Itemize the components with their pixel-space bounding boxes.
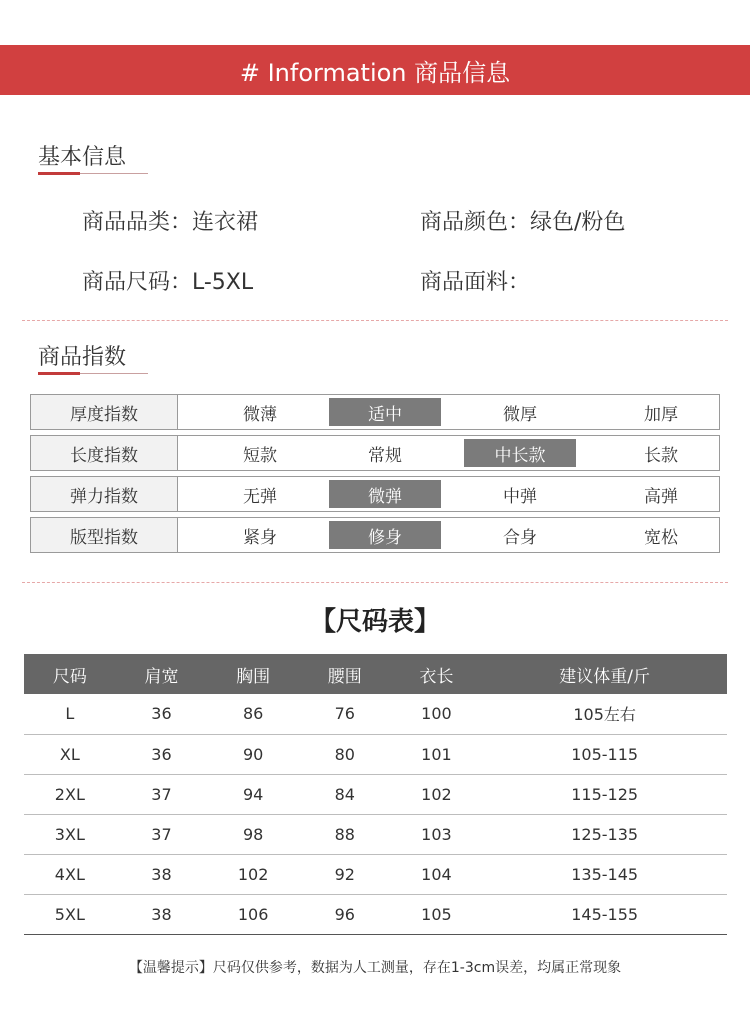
table-row [24, 854, 727, 894]
table-cell: 106 [207, 894, 299, 934]
size-chart-header-cell: 胸围 [207, 654, 299, 694]
table-cell: 105左右 [482, 694, 727, 734]
table-cell: 37 [116, 814, 208, 854]
size-chart-header-row [24, 654, 727, 694]
index-row-options [178, 395, 719, 429]
table-cell: 38 [116, 894, 208, 934]
table-cell: 105-115 [482, 734, 727, 774]
table-cell: 105 [391, 894, 483, 934]
size-chart-header-cell: 肩宽 [116, 654, 208, 694]
table-row [24, 894, 727, 934]
table-cell: 92 [299, 854, 391, 894]
product-fabric: 商品面料： [420, 270, 531, 295]
table-cell: 135-145 [482, 854, 727, 894]
basic-info-underline [38, 173, 148, 174]
banner-title: # Information 商品信息 [239, 58, 511, 87]
index-option-selected: 适中 [329, 398, 441, 426]
size-chart-title: 【尺码表】 [309, 607, 440, 637]
table-cell: 80 [299, 734, 391, 774]
index-option: 合身 [503, 527, 537, 548]
index-option-selected: 微弹 [329, 480, 441, 508]
size-chart-header-cell: 衣长 [391, 654, 483, 694]
index-option: 微薄 [243, 404, 277, 425]
index-row-label: 弹力指数 [31, 477, 178, 511]
table-cell: 36 [116, 694, 208, 734]
table-cell: 103 [391, 814, 483, 854]
table-cell: 100 [391, 694, 483, 734]
table-cell: 5XL [24, 894, 116, 934]
table-cell: 88 [299, 814, 391, 854]
index-row [30, 476, 720, 512]
size-tip: 【温馨提示】尺码仅供参考，数据为人工测量，存在1-3cm误差，均属正常现象 [128, 960, 622, 976]
index-row [30, 435, 720, 471]
size-chart-header-cell: 尺码 [24, 654, 116, 694]
table-cell: 102 [391, 774, 483, 814]
table-cell: 102 [207, 854, 299, 894]
table-cell: 3XL [24, 814, 116, 854]
index-option: 中弹 [503, 486, 537, 507]
index-option-selected: 修身 [329, 521, 441, 549]
table-cell: 104 [391, 854, 483, 894]
table-cell: 101 [391, 734, 483, 774]
product-category: 商品品类：连衣裙 [82, 210, 259, 235]
index-option: 长款 [644, 445, 678, 466]
table-cell: 145-155 [482, 894, 727, 934]
table-cell: 2XL [24, 774, 116, 814]
table-row [24, 774, 727, 814]
index-row-options [178, 518, 719, 552]
table-row [24, 734, 727, 774]
index-row-label: 长度指数 [31, 436, 178, 470]
basic-info-title: 基本信息 [38, 145, 127, 170]
size-chart-header-cell: 建议体重/斤 [482, 654, 727, 694]
product-size-range: 商品尺码：L-5XL [82, 270, 254, 295]
table-cell: XL [24, 734, 116, 774]
index-row [30, 394, 720, 430]
table-cell: 90 [207, 734, 299, 774]
table-cell: 96 [299, 894, 391, 934]
index-option: 加厚 [644, 404, 678, 425]
index-row-label: 版型指数 [31, 518, 178, 552]
size-chart-header-cell: 腰围 [299, 654, 391, 694]
table-cell: 36 [116, 734, 208, 774]
index-option: 紧身 [243, 527, 277, 548]
size-chart-table [24, 654, 727, 935]
product-color: 商品颜色：绿色/粉色 [420, 210, 626, 235]
table-cell: L [24, 694, 116, 734]
index-option: 常规 [368, 445, 402, 466]
index-underline [38, 373, 148, 374]
index-option: 短款 [243, 445, 277, 466]
index-title: 商品指数 [38, 345, 127, 370]
table-cell: 125-135 [482, 814, 727, 854]
table-cell: 86 [207, 694, 299, 734]
section-divider [22, 582, 728, 583]
table-row [24, 814, 727, 854]
index-row [30, 517, 720, 553]
information-banner [0, 45, 750, 95]
index-option: 宽松 [644, 527, 678, 548]
table-cell: 84 [299, 774, 391, 814]
table-cell: 115-125 [482, 774, 727, 814]
table-cell: 38 [116, 854, 208, 894]
section-divider [22, 320, 728, 321]
index-option-selected: 中长款 [464, 439, 576, 467]
index-option: 无弹 [243, 486, 277, 507]
index-row-options [178, 477, 719, 511]
table-cell: 94 [207, 774, 299, 814]
table-row [24, 694, 727, 734]
index-row-options [178, 436, 719, 470]
index-row-label: 厚度指数 [31, 395, 178, 429]
table-cell: 4XL [24, 854, 116, 894]
index-option: 微厚 [503, 404, 537, 425]
index-option: 高弹 [644, 486, 678, 507]
table-cell: 37 [116, 774, 208, 814]
table-cell: 76 [299, 694, 391, 734]
table-cell: 98 [207, 814, 299, 854]
